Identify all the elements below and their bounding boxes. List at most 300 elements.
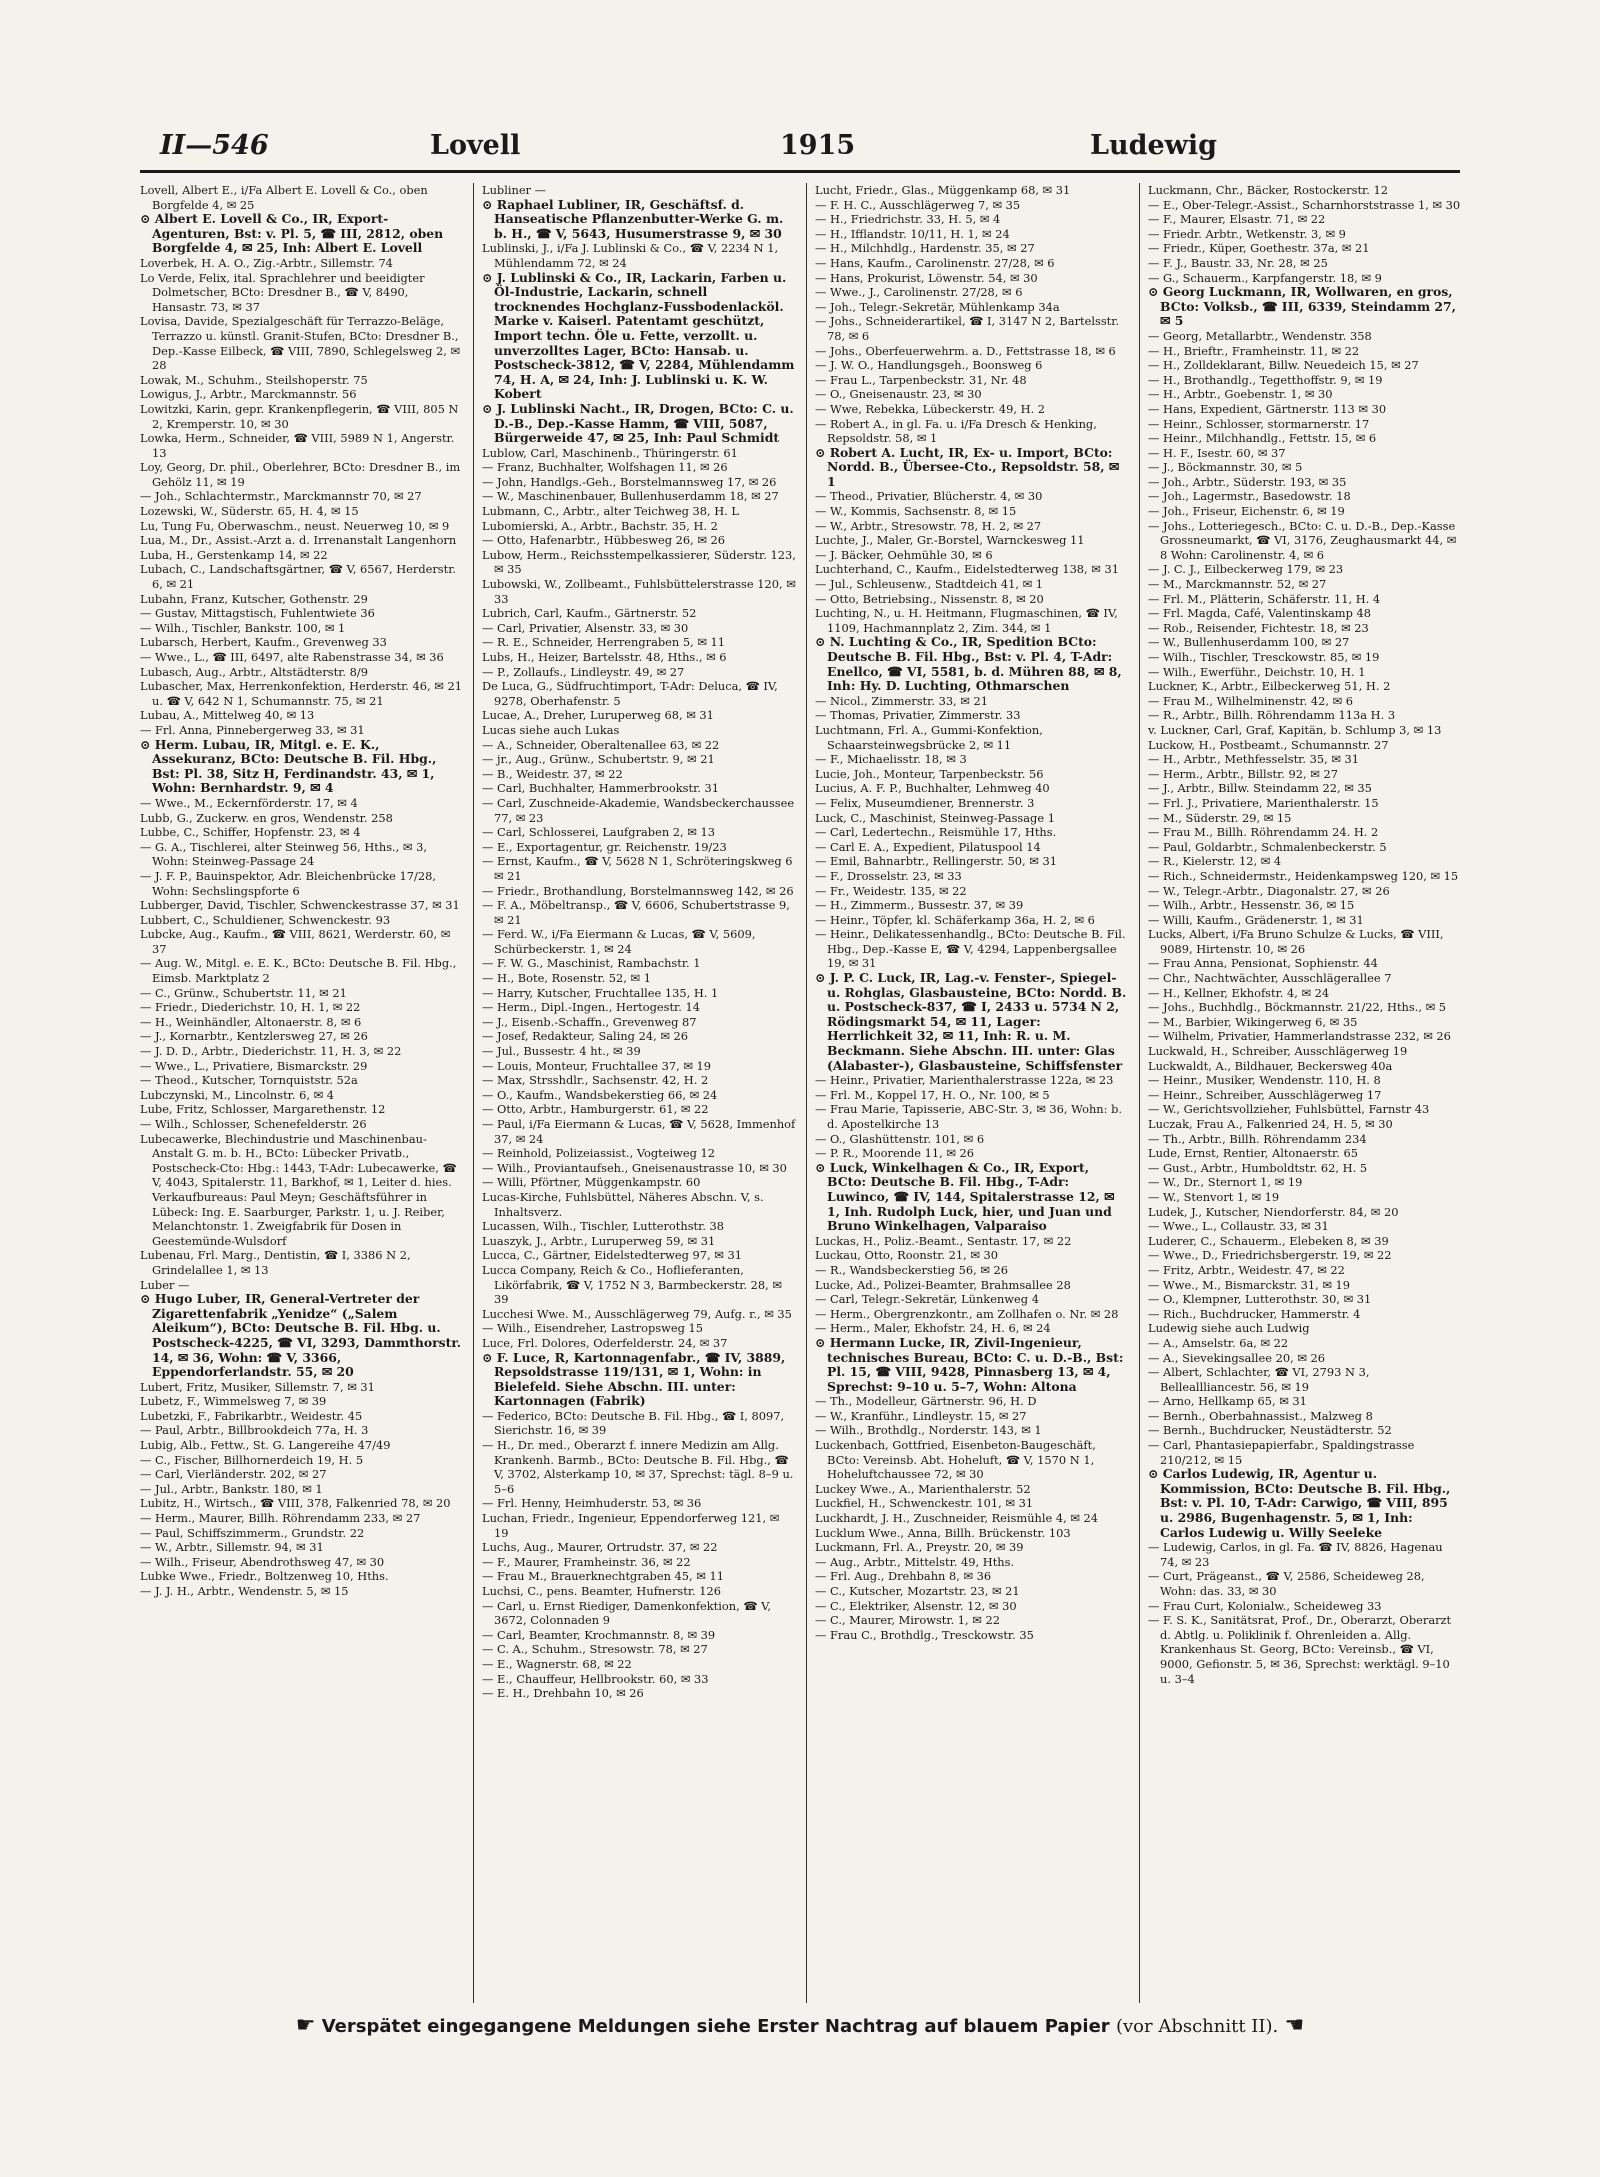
directory-entry: ⊙ Robert A. Lucht, IR, Ex- u. Import, BCto: Nordd. B., Übersee-Cto., Repsoldstr. 58, ✉ 1 xyxy=(815,444,1120,489)
directory-entry: — Friedr., Küper, Goethestr. 37a, ✉ 21 xyxy=(1148,241,1370,256)
directory-entry: — Herm., Maler, Ekhofstr. 24, H. 6, ✉ 24 xyxy=(815,1321,1051,1336)
directory-entry: Luckhardt, J. H., Zuschneider, Reismühle 4, ✉ 24 xyxy=(815,1511,1099,1526)
directory-entry: Lubig, Alb., Fettw., St. G. Langereihe 47/49 xyxy=(140,1438,391,1453)
directory-entry: Lowak, M., Schuhm., Steilshoperstr. 75 xyxy=(140,372,368,387)
directory-entry: — Hans, Prokurist, Löwenstr. 54, ✉ 30 xyxy=(815,270,1038,285)
directory-entry: — H., Bote, Rosenstr. 52, ✉ 1 xyxy=(482,971,651,986)
directory-entry: — F. W. G., Maschinist, Rambachstr. 1 xyxy=(482,956,701,971)
directory-entry: Lucca Company, Reich & Co., Hoflieferanten, Likörfabrik, ☎ V, 1752 N 3, Barmbeckerstr. 28, ✉ 39 xyxy=(482,1262,782,1307)
directory-entry: — Wwe., M., Bismarckstr. 31, ✉ 19 xyxy=(1148,1277,1351,1292)
directory-entry: — Wilh., Schlosser, Schenefelderstr. 26 xyxy=(140,1117,367,1131)
directory-entry: — E., Chauffeur, Hellbrookstr. 60, ✉ 33 xyxy=(482,1671,709,1686)
directory-entry: Lubach, C., Landschaftsgärtner, ☎ V, 6567, Herderstr. 6, ✉ 21 xyxy=(140,562,457,592)
directory-entry: ⊙ F. Luce, R, Kartonnagenfabr., ☎ IV, 3889, Repsoldstrasse 119/131, ✉ 1, Wohn: in Bielefeld. Siehe Abschn. III. unter: Kartonnagen (Fabrik) xyxy=(482,1349,786,1409)
directory-entry: — Theod., Privatier, Blücherstr. 4, ✉ 30 xyxy=(815,489,1043,504)
directory-entry: ⊙ J. Lublinski & Co., IR, Lackarin, Farben u. Öl-Industrie, Lackarin, schnell trocknendes Hochglanz-Fussbodenlacköl. Marke v. Kaiserl. Patentamt geschützt, Import techn. Öle u. Fette, verzollt. u. unverzolltes Lager, BCto: Hansab. u. Postscheck-3812, ☎ V, 2284, Mühlendamm 74, H. A, ✉ 24, Inh: J. Lublinski u. K. W. Kobert xyxy=(482,269,795,402)
directory-entry: Lucke, Ad., Polizei-Beamter, Brahmsallee 28 xyxy=(815,1277,1071,1292)
directory-entry: Lubke Wwe., Friedr., Boltzenweg 10, Hths. xyxy=(140,1569,389,1584)
directory-entry: Luchsi, C., pens. Beamter, Hufnerstr. 126 xyxy=(482,1584,722,1598)
directory-entry: Lucas-Kirche, Fuhlsbüttel, Näheres Abschn. V, s. Inhaltsverz. xyxy=(482,1189,764,1219)
directory-entry: — Johs., Oberfeuerwehrm. a. D., Fettstrasse 18, ✉ 6 xyxy=(815,343,1116,358)
directory-entry: — John, Handlgs.-Geh., Borstelmannsweg 17, ✉ 26 xyxy=(482,474,777,489)
footer-text: Verspätet eingegangene Meldungen siehe Erster Nachtrag auf blauem Papier xyxy=(321,2016,1110,2037)
directory-entry: — Wwe., D., Friedrichsbergerstr. 19, ✉ 22 xyxy=(1148,1248,1392,1263)
directory-entry: — Max, Strsshdlr., Sachsenstr. 42, H. 2 xyxy=(482,1073,709,1088)
directory-entry: ⊙ Hugo Luber, IR, General-Vertreter der Zigarettenfabrik „Yenidze“ („Salem Aleikum“), BCto: Deutsche B. Fil. Hbg. u. Postscheck-4225, ☎ VI, 3293, Dammthorstr. 14, ✉ 36, Wohn: ☎ V, 3366, Eppendorferlandstr. 55, ✉ 20 xyxy=(140,1291,462,1380)
directory-entry: Lucklum Wwe., Anna, Billh. Brückenstr. 103 xyxy=(815,1525,1071,1540)
directory-entry: — Albert, Schlachter, ☎ VI, 2793 N 3, Belleallliancestr. 56, ✉ 19 xyxy=(1148,1365,1370,1394)
directory-entry: — J. J. H., Arbtr., Wendenstr. 5, ✉ 15 xyxy=(140,1584,349,1598)
directory-entry: Lubbert, C., Schuldiener, Schwenckestr. 93 xyxy=(140,912,391,927)
directory-entry: — E., Exportagentur, gr. Reichenstr. 19/23 xyxy=(482,839,727,854)
directory-entry: — Wwe., L., ☎ III, 6497, alte Rabenstrasse 34, ✉ 36 xyxy=(140,650,444,664)
directory-entry: — Herm., Obergrenzkontr., am Zollhafen o. Nr. ✉ 28 xyxy=(815,1306,1119,1321)
directory-entry: Luckmann, Chr., Bäcker, Rostockerstr. 12 xyxy=(1148,183,1388,197)
directory-entry: — O., Klempner, Lutterothstr. 30, ✉ 31 xyxy=(1148,1292,1372,1307)
directory-entry: — M., Süderstr. 29, ✉ 15 xyxy=(1148,810,1292,825)
directory-entry: — Wilh., Arbtr., Hessenstr. 36, ✉ 15 xyxy=(1148,898,1355,913)
directory-entry: — Aug. W., Mitgl. e. E. K., BCto: Deutsche B. Fil. Hbg., Eimsb. Marktplatz 2 xyxy=(140,956,457,986)
directory-entry: — Bernh., Oberbahnassist., Malzweg 8 xyxy=(1148,1408,1373,1423)
directory-entry: — Joh., Arbtr., Süderstr. 193, ✉ 35 xyxy=(1148,474,1347,489)
directory-entry: — Jul., Bussestr. 4 ht., ✉ 39 xyxy=(482,1044,641,1059)
directory-entry: — W., Stenvort 1, ✉ 19 xyxy=(1148,1189,1280,1204)
directory-entry: — Gustav, Mittagstisch, Fuhlentwiete 36 xyxy=(140,606,375,621)
directory-entry: — Frl. M., Plätterin, Schäferstr. 11, H. 4 xyxy=(1148,591,1381,606)
directory-entry: — A., Sievekingsallee 20, ✉ 26 xyxy=(1148,1350,1326,1365)
directory-entry: — C. A., Schuhm., Stresowstr. 78, ✉ 27 xyxy=(482,1642,708,1657)
directory-entry: Lubomierski, A., Arbtr., Bachstr. 35, H. 2 xyxy=(482,518,718,533)
directory-entry: — Frl. Henny, Heimhuderstr. 53, ✉ 36 xyxy=(482,1496,702,1511)
directory-entry: — Heinr., Privatier, Marienthalerstrasse 122a, ✉ 23 xyxy=(815,1073,1114,1088)
directory-entry: Luckwaldt, A., Bildhauer, Beckersweg 40a xyxy=(1148,1058,1393,1073)
directory-entry: — C., Grünw., Schubertstr. 11, ✉ 21 xyxy=(140,985,347,1000)
directory-entry: — Wilh., Friseur, Abendrothsweg 47, ✉ 30 xyxy=(140,1554,385,1569)
directory-entry: — Wwe., L., Collaustr. 33, ✉ 31 xyxy=(1148,1219,1329,1234)
directory-entry: — J. F. P., Bauinspektor, Adr. Bleichenbrücke 17/28, Wohn: Sechslingspforte 6 xyxy=(140,868,436,898)
directory-entry: — Hans, Expedient, Gärtnerstr. 113 ✉ 30 xyxy=(1148,401,1387,416)
directory-entry: — F. A., Möbeltransp., ☎ V, 6606, Schubertstrasse 9, ✉ 21 xyxy=(482,898,790,927)
directory-entry: — P., Zollaufs., Lindleystr. 49, ✉ 27 xyxy=(482,664,685,679)
pointing-hand-right-icon: ☛ xyxy=(295,2013,316,2038)
directory-entry: — G., Schauerm., Karpfangerstr. 18, ✉ 9 xyxy=(1148,270,1382,285)
header-last-name: Ludewig xyxy=(1090,130,1218,161)
directory-entry: — Carl, Zuschneide-Akademie, Wandsbeckerchaussee 77, ✉ 23 xyxy=(482,795,795,825)
directory-entry: — H., Arbtr., Goebenstr. 1, ✉ 30 xyxy=(1148,387,1333,402)
directory-entry: — Carl, Telegr.-Sekretär, Lünkenweg 4 xyxy=(815,1292,1039,1307)
directory-entry: — B., Weidestr. 37, ✉ 22 xyxy=(482,766,623,781)
directory-entry: — Frau M., Billh. Röhrendamm 24. H. 2 xyxy=(1148,825,1379,840)
directory-entry: Lubau, A., Mittelweg 40, ✉ 13 xyxy=(140,708,315,723)
directory-entry: Lubitz, H., Wirtsch., ☎ VIII, 378, Falkenried 78, ✉ 20 xyxy=(140,1496,451,1511)
directory-entry: Lozewski, W., Süderstr. 65, H. 4, ✉ 15 xyxy=(140,504,359,519)
directory-entry: — F., Maurer, Framheinstr. 36, ✉ 22 xyxy=(482,1554,691,1569)
directory-entry: Loverbek, H. A. O., Zig.-Arbtr., Sillemstr. 74 xyxy=(140,255,393,270)
directory-entry: — Joh., Telegr.-Sekretär, Mühlenkamp 34a xyxy=(815,299,1060,314)
directory-entry: Lu, Tung Fu, Oberwaschm., neust. Neuerweg 10, ✉ 9 xyxy=(140,518,450,533)
directory-entry: — Herm., Maurer, Billh. Röhrendamm 233, ✉ 27 xyxy=(140,1511,421,1526)
directory-entry: — C., Kutscher, Mozartstr. 23, ✉ 21 xyxy=(815,1584,1020,1598)
directory-entry: — Paul, i/Fa Eiermann & Lucas, ☎ V, 5628, Immenhof 37, ✉ 24 xyxy=(482,1117,796,1146)
directory-entry: — Paul, Arbtr., Billbrookdeich 77a, H. 3 xyxy=(140,1423,369,1438)
directory-entry: Luckas, H., Poliz.-Beamt., Sentastr. 17, ✉ 22 xyxy=(815,1233,1072,1248)
directory-entry: — E., Ober-Telegr.-Assist., Scharnhorststrasse 1, ✉ 30 xyxy=(1148,197,1461,212)
directory-entry: — Federico, BCto: Deutsche B. Fil. Hbg., ☎ I, 8097, Sierichstr. 16, ✉ 39 xyxy=(482,1408,785,1438)
footer-tail: (vor Abschnitt II). xyxy=(1115,2016,1279,2037)
column-3 xyxy=(806,183,1129,2003)
directory-entry: Lua, M., Dr., Assist.-Arzt a. d. Irrenanstalt Langenhorn xyxy=(140,533,457,548)
directory-entry: Lucie, Joh., Monteur, Tarpenbeckstr. 56 xyxy=(815,766,1044,781)
directory-entry: — Carl, u. Ernst Riediger, Damenkonfektion, ☎ V, 3672, Colonnaden 9 xyxy=(482,1598,772,1628)
directory-entry: — Heinr., Musiker, Wendenstr. 110, H. 8 xyxy=(1148,1073,1381,1088)
directory-entry: — jr., Aug., Grünw., Schubertstr. 9, ✉ 21 xyxy=(482,752,715,767)
directory-entry: — Frau C., Brothdlg., Tresckowstr. 35 xyxy=(815,1627,1034,1642)
header-year: 1915 xyxy=(780,130,856,161)
directory-entry: Lubs, H., Heizer, Bartelsstr. 48, Hths., ✉ 6 xyxy=(482,650,727,664)
directory-entry: — Aug., Arbtr., Mittelstr. 49, Hths. xyxy=(815,1554,1015,1569)
directory-entry: — Friedr., Diederichstr. 10, H. 1, ✉ 22 xyxy=(140,1000,361,1015)
directory-entry: — Felix, Museumdiener, Brennerstr. 3 xyxy=(815,795,1035,810)
directory-entry: — Curt, Prägeanst., ☎ V, 2586, Scheideweg 28, Wohn: das. 33, ✉ 30 xyxy=(1148,1569,1425,1598)
directory-entry: Lucius, A. F. P., Buchhalter, Lehmweg 40 xyxy=(815,781,1050,796)
directory-entry: — Otto, Arbtr., Hamburgerstr. 61, ✉ 22 xyxy=(482,1102,709,1117)
directory-entry: — R., Kielerstr. 12, ✉ 4 xyxy=(1148,854,1282,869)
directory-entry: Lubrich, Carl, Kaufm., Gärtnerstr. 52 xyxy=(482,606,697,621)
directory-entry: ⊙ Albert E. Lovell & Co., IR, Export-Agenturen, Bst: v. Pl. 5, ☎ III, 2812, oben Borgfelde 4, ✉ 25, Inh: Albert E. Lovell xyxy=(140,211,444,256)
directory-entry: — Carl, Beamter, Krochmannstr. 8, ✉ 39 xyxy=(482,1627,716,1642)
directory-entry: Lo Verde, Felix, ital. Sprachlehrer und beeidigter Dolmetscher, BCto: Dresdner B., ☎ V, 8490, Hansastr. 73, ✉ 37 xyxy=(140,270,425,314)
directory-entry: — H., Brothandlg., Tegetthoffstr. 9, ✉ 19 xyxy=(1148,372,1383,387)
directory-entry: ⊙ N. Luchting & Co., IR, Spedition BCto: Deutsche B. Fil. Hbg., Bst: v. Pl. 4, T-Adr: Enellco, ☎ VI, 5581, b. d. Mühren 88, ✉ 8, Inh: Hy. D. Luchting, Othmarschen xyxy=(815,634,1122,694)
column-1 xyxy=(140,183,462,2003)
directory-entry: — Friedr., Brothandlung, Borstelmannsweg 142, ✉ 26 xyxy=(482,883,794,898)
directory-entry: — C., Elektriker, Alsenstr. 12, ✉ 30 xyxy=(815,1598,1017,1613)
directory-entry: — A., Schneider, Oberaltenallee 63, ✉ 22 xyxy=(482,737,720,752)
column-4 xyxy=(1139,183,1461,2003)
directory-entry: — J. W. O., Handlungsgeh., Boonsweg 6 xyxy=(815,358,1043,373)
directory-entry: — W., Maschinenbauer, Bullenhuserdamm 18, ✉ 27 xyxy=(482,489,779,504)
directory-entry: — Carl, Phantasiepapierfabr., Spaldingstrasse 210/212, ✉ 15 xyxy=(1148,1438,1415,1467)
directory-entry: — Wilh., Brothdlg., Norderstr. 143, ✉ 1 xyxy=(815,1423,1042,1438)
directory-entry: — Wwe., J., Carolinenstr. 27/28, ✉ 6 xyxy=(815,285,1023,300)
directory-entry: — O., Gneisenaustr. 23, ✉ 30 xyxy=(815,387,982,402)
directory-entry: Lowka, Herm., Schneider, ☎ VIII, 5989 N 1, Angerstr. 13 xyxy=(140,431,455,460)
directory-entry: — Ludewig, Carlos, in gl. Fa. ☎ IV, 8826, Hagenau 74, ✉ 23 xyxy=(1148,1540,1443,1569)
directory-entry: — Jul., Arbtr., Bankstr. 180, ✉ 1 xyxy=(140,1481,323,1496)
directory-entry: Luba, H., Gerstenkamp 14, ✉ 22 xyxy=(140,547,328,562)
directory-entry: — Th., Modelleur, Gärtnerstr. 96, H. D xyxy=(815,1394,1037,1409)
directory-entry: Luchs, Aug., Maurer, Ortrudstr. 37, ✉ 22 xyxy=(482,1540,718,1555)
directory-entry: — Joh., Friseur, Eichenstr. 6, ✉ 19 xyxy=(1148,504,1345,519)
directory-entry: Lubetz, F., Wimmelsweg 7, ✉ 39 xyxy=(140,1394,327,1409)
directory-entry: — E. H., Drehbahn 10, ✉ 26 xyxy=(482,1686,644,1701)
directory-entry: Lubcke, Aug., Kaufm., ☎ VIII, 8621, Werderstr. 60, ✉ 37 xyxy=(140,927,451,956)
directory-entry: — Jul., Schleusenw., Stadtdeich 41, ✉ 1 xyxy=(815,577,1044,592)
directory-entry: — H. F., Isestr. 60, ✉ 37 xyxy=(1148,445,1286,460)
directory-entry: ⊙ Raphael Lubliner, IR, Geschäftsf. d. Hanseatische Pflanzenbutter-Werke G. m. b. H., ☎ V, 5643, Husumerstrasse 9, ✉ 30 xyxy=(482,196,784,241)
directory-entry: Luckau, Otto, Roonstr. 21, ✉ 30 xyxy=(815,1248,999,1263)
directory-entry: — F. S. K., Sanitätsrat, Prof., Dr., Oberarzt, Oberarzt d. Abtlg. u. Poliklinik f. Ohrenleiden a. Allg. Krankenhaus St. Georg, BCto: Vereinsb., ☎ VI, 9000, Gefionstr. 5, ✉ 36, Sprechst: werktägl. 9–10 u. 3–4 xyxy=(1148,1613,1452,1686)
directory-entry: — Heinr., Delikatessenhandlg., BCto: Deutsche B. Fil. Hbg., Dep.-Kasse E, ☎ V, 4294, Lappenbergsallee 19, ✉ 31 xyxy=(815,927,1126,971)
directory-entry: — F., Michaelisstr. 18, ✉ 3 xyxy=(815,752,967,767)
directory-entry: Luchtmann, Frl. A., Gummi-Konfektion, Schaarsteinwegsbrücke 2, ✉ 11 xyxy=(815,722,1043,752)
directory-entry: — Frl. Aug., Drehbahn 8, ✉ 36 xyxy=(815,1569,992,1584)
directory-entry: Lubow, Herm., Reichsstempelkassierer, Süderstr. 123, ✉ 35 xyxy=(482,547,796,577)
directory-entry: — Rich., Buchdrucker, Hammerstr. 4 xyxy=(1148,1306,1361,1321)
directory-entry: — Rob., Reisender, Fichtestr. 18, ✉ 23 xyxy=(1148,620,1369,635)
directory-entry: — Paul, Schiffszimmerm., Grundstr. 22 xyxy=(140,1525,365,1540)
directory-entry: — Franz, Buchhalter, Wolfshagen 11, ✉ 26 xyxy=(482,460,728,475)
directory-entry: — Heinr., Töpfer, kl. Schäferkamp 36a, H. 2, ✉ 6 xyxy=(815,912,1095,927)
directory-entry: — Willi, Pförtner, Müggenkampstr. 60 xyxy=(482,1175,701,1190)
directory-entry: — Carl, Buchhalter, Hammerbrookstr. 31 xyxy=(482,781,720,796)
directory-entry: — Joh., Schlachtermstr., Marckmannstr 70, ✉ 27 xyxy=(140,489,422,504)
directory-entry: — F., Maurer, Elsastr. 71, ✉ 22 xyxy=(1148,212,1326,227)
directory-entry: — Otto, Hafenarbtr., Hübbesweg 26, ✉ 26 xyxy=(482,533,726,548)
directory-entry: Lubecawerke, Blechindustrie und Maschinenbau-Anstalt G. m. b. H., BCto: Lübecker Privatb., Postscheck-Cto: Hbg.: 1443, T-Adr: Lubecawerke, ☎ V, 4043, Spitalerstr. 11, Barkhof, ✉ 1, Leiter d. hies. Verkaufbureaus: Paul Meyn; Geschäftsführer in Lübeck: Ing. E. Saarburger, Parkstr. 1, u. J. Reiber, Melanchtonstr. 1. Zweigfabrik für Dosen in Geestemünde-Wulsdorf xyxy=(140,1131,457,1248)
directory-entry: — F., Drosselstr. 23, ✉ 33 xyxy=(815,868,962,883)
directory-entry: — R., Arbtr., Billh. Röhrendamm 113a H. 3 xyxy=(1148,708,1396,723)
directory-entry: Luckey Wwe., A., Marienthalerstr. 52 xyxy=(815,1481,1031,1496)
directory-entry: Lube, Fritz, Schlosser, Margarethenstr. 12 xyxy=(140,1102,386,1117)
directory-entry: — Frl. Magda, Café, Valentinskamp 48 xyxy=(1148,606,1372,621)
directory-entry: ⊙ J. Lublinski Nacht., IR, Drogen, BCto: C. u. D.-B., Dep.-Kasse Hamm, ☎ VIII, 5087, Bürgerweide 47, ✉ 25, Inh: Paul Schmidt xyxy=(482,400,794,446)
directory-entry: — W., Kommis, Sachsenstr. 8, ✉ 15 xyxy=(815,504,1017,519)
directory-entry: — H., Weinhändler, Altonaerstr. 8, ✉ 6 xyxy=(140,1014,362,1029)
directory-entry: Lubmann, C., Arbtr., alter Teichweg 38, H. L xyxy=(482,504,739,519)
directory-entry: Luderer, C., Schauerm., Elebeken 8, ✉ 39 xyxy=(1148,1233,1389,1248)
directory-entry: — Rich., Schneidermstr., Heidenkampsweg 120, ✉ 15 xyxy=(1148,868,1459,883)
directory-entry: — Joh., Lagermstr., Basedowstr. 18 xyxy=(1148,489,1351,504)
directory-entry: — W., Kranführ., Lindleystr. 15, ✉ 27 xyxy=(815,1408,1027,1423)
directory-entry: Lubetzki, F., Fabrikarbtr., Weidestr. 45 xyxy=(140,1408,363,1423)
directory-entry: — O., Kaufm., Wandsbekerstieg 66, ✉ 24 xyxy=(482,1087,718,1102)
directory-entry: — Carl, Schlosserei, Laufgraben 2, ✉ 13 xyxy=(482,825,715,840)
directory-entry: — H., Arbtr., Methfesselstr. 35, ✉ 31 xyxy=(1148,752,1360,767)
directory-entry: — W., Bullenhuserdamm 100, ✉ 27 xyxy=(1148,635,1350,650)
directory-entry: — C., Fischer, Billhornerdeich 19, H. 5 xyxy=(140,1452,364,1467)
directory-entry: — A., Amselstr. 6a, ✉ 22 xyxy=(1148,1335,1289,1350)
directory-entry: — Ferd. W., i/Fa Eiermann & Lucas, ☎ V, 5609, Schürbeckerstr. 1, ✉ 24 xyxy=(482,927,756,956)
directory-entry: Luchan, Friedr., Ingenieur, Eppendorferweg 121, ✉ 19 xyxy=(482,1511,780,1540)
directory-entry: — Fritz, Arbtr., Weidestr. 47, ✉ 22 xyxy=(1148,1262,1345,1277)
directory-entry: — Thomas, Privatier, Zimmerstr. 33 xyxy=(815,708,1021,723)
directory-entry: ⊙ Hermann Lucke, IR, Zivil-Ingenieur, technisches Bureau, BCto: C. u. D.-B., Bst: Pl. 15, ☎ VIII, 9428, Pinnasberg 13, ✉ 4, Sprechst: 9–10 u. 5–7, Wohn: Altona xyxy=(815,1334,1124,1394)
pointing-hand-left-icon: ☚ xyxy=(1284,2013,1305,2038)
directory-entry: — E., Wagnerstr. 68, ✉ 22 xyxy=(482,1656,632,1671)
directory-entry: — H., Dr. med., Oberarzt f. innere Medizin am Allg. Krankenh. Barmb., BCto: Deutsche B. Fil. Hbg., ☎ V, 3702, Alsterkamp 10, ✉ 37, Sprechst: tägl. 8–9 u. 5–6 xyxy=(482,1438,794,1496)
directory-entry: — J., Kornarbtr., Kentzlersweg 27, ✉ 26 xyxy=(140,1029,368,1044)
directory-entry: Luchting, N., u. H. Heitmann, Flugmaschinen, ☎ IV, 1109, Hachmannplatz 2, Zim. 344, ✉ 1 xyxy=(815,606,1118,635)
directory-entry: Luaszyk, J., Arbtr., Luruperweg 59, ✉ 31 xyxy=(482,1233,716,1248)
directory-entry: Lubahn, Franz, Kutscher, Gothenstr. 29 xyxy=(140,591,368,606)
directory-entry: — Wilh., Tischler, Tresckowstr. 85, ✉ 19 xyxy=(1148,650,1380,664)
directory-entry: — Johs., Lotteriegesch., BCto: C. u. D.-B., Dep.-Kasse Grossneumarkt, ☎ VI, 3176, Zeughausmarkt 44, ✉ 8 Wohn: Carolinenstr. 4, ✉ 6 xyxy=(1148,518,1457,562)
directory-entry: — Carl E. A., Expedient, Pilatuspool 14 xyxy=(815,839,1041,854)
directory-entry: — Theod., Kutscher, Tornquiststr. 52a xyxy=(140,1073,358,1088)
directory-entry: Lucae, A., Dreher, Luruperweg 68, ✉ 31 xyxy=(482,708,714,723)
directory-entry: — Willi, Kaufm., Grädenerstr. 1, ✉ 31 xyxy=(1148,912,1364,927)
directory-entry: Lude, Ernst, Rentier, Altonaerstr. 65 xyxy=(1148,1146,1358,1161)
directory-entry: — Josef, Redakteur, Saling 24, ✉ 26 xyxy=(482,1029,688,1044)
directory-entry: — F. J., Baustr. 33, Nr. 28, ✉ 25 xyxy=(1148,255,1328,270)
directory-entry: — Herm., Dipl.-Ingen., Hertogestr. 14 xyxy=(482,1000,700,1015)
directory-entry: — W., Dr., Sternort 1, ✉ 19 xyxy=(1148,1175,1303,1190)
directory-entry: — M., Marckmannstr. 52, ✉ 27 xyxy=(1148,577,1327,592)
directory-entry: Lucca, C., Gärtner, Eidelstedterweg 97, ✉ 31 xyxy=(482,1248,742,1263)
directory-entry: Lubbe, C., Schiffer, Hopfenstr. 23, ✉ 4 xyxy=(140,825,361,840)
directory-entry: Luczak, Frau A., Falkenried 24, H. 5, ✉ 30 xyxy=(1148,1117,1393,1131)
directory-entry: — Heinr., Schreiber, Ausschlägerweg 17 xyxy=(1148,1087,1382,1102)
directory-entry: — H., Zolldeklarant, Billw. Neuedeich 15, ✉ 27 xyxy=(1148,358,1419,373)
directory-entry: — W., Telegr.-Arbtr., Diagonalstr. 27, ✉ 26 xyxy=(1148,883,1390,898)
directory-entry: — P. R., Moorende 11, ✉ 26 xyxy=(815,1146,974,1161)
directory-entry: — Gust., Arbtr., Humboldtstr. 62, H. 5 xyxy=(1148,1160,1368,1175)
directory-entry: Lucht, Friedr., Glas., Müggenkamp 68, ✉ 31 xyxy=(815,183,1071,197)
directory-entry: — Carl, Privatier, Alsenstr. 33, ✉ 30 xyxy=(482,620,689,635)
directory-entry: De Luca, G., Südfruchtimport, T-Adr: Deluca, ☎ IV, 9278, Oberhafenstr. 5 xyxy=(482,679,778,708)
directory-entry: — Ernst, Kaufm., ☎ V, 5628 N 1, Schröteringskweg 6 ✉ 21 xyxy=(482,854,793,883)
directory-entry: ⊙ Luck, Winkelhagen & Co., IR, Export, BCto: Deutsche B. Fil. Hbg., T-Adr: Luwinco, ☎ IV, 144, Spitalerstrasse 12, ✉ 1, Inh. Rudolph Luck, hier, und Juan und Bruno Winkelhagen, Valparaiso xyxy=(815,1159,1115,1234)
page-number: II—546 xyxy=(160,130,269,161)
directory-entry: Lowigus, J., Arbtr., Marckmannstr. 56 xyxy=(140,387,357,402)
directory-page xyxy=(140,115,1460,2095)
directory-entry: — Paul, Goldarbtr., Schmalenbeckerstr. 5 xyxy=(1148,839,1387,854)
directory-entry: — Frl. J., Privatiere, Marienthalerstr. 15 xyxy=(1148,795,1379,810)
directory-entry: Luce, Frl. Dolores, Oderfelderstr. 24, ✉ 37 xyxy=(482,1335,728,1350)
directory-entry: — J., Eisenb.-Schaffn., Grevenweg 87 xyxy=(482,1014,697,1029)
directory-entry: — J. Bäcker, Oehmühle 30, ✉ 6 xyxy=(815,547,993,562)
directory-entry: — Arno, Hellkamp 65, ✉ 31 xyxy=(1148,1394,1307,1409)
directory-entry: Lucassen, Wilh., Tischler, Lutterothstr. 38 xyxy=(482,1219,725,1234)
directory-entry: — Wwe, Rebekka, Lübeckerstr. 49, H. 2 xyxy=(815,401,1046,416)
directory-entry: — Nicol., Zimmerstr. 33, ✉ 21 xyxy=(815,693,988,708)
directory-entry: Lubarsch, Herbert, Kaufm., Grevenweg 33 xyxy=(140,635,387,650)
directory-entry: — Frl. Anna, Pinnebergerweg 33, ✉ 31 xyxy=(140,722,365,737)
directory-entry: — Fr., Weidestr. 135, ✉ 22 xyxy=(815,883,967,898)
directory-entry: ⊙ Herm. Lubau, IR, Mitgl. e. E. K., Assekuranz, BCto: Deutsche B. Fil. Hbg., Bst: Pl. 38, Sitz H, Ferdinandstr. 43, ✉ 1, Wohn: Bernhardstr. 9, ✉ 4 xyxy=(140,736,437,796)
directory-entry: — H., Ifflandstr. 10/11, H. 1, ✉ 24 xyxy=(815,226,1010,241)
directory-entry: Lubenau, Frl. Marg., Dentistin, ☎ I, 3386 N 2, Grindelallee 1, ✉ 13 xyxy=(140,1248,411,1277)
directory-entry: — H., Brieftr., Framheinstr. 11, ✉ 22 xyxy=(1148,343,1360,358)
directory-entry: — Otto, Betriebsing., Nissenstr. 8, ✉ 20 xyxy=(815,591,1044,606)
directory-entry: ⊙ Carlos Ludewig, IR, Agentur u. Kommission, BCto: Deutsche B. Fil. Hbg., Bst: v. Pl. 10, T-Adr: Carwigo, ☎ VIII, 895 u. 2986, Bugenhagenstr. 5, ✉ 1, Inh: Carlos Ludewig u. Willy Seeleke xyxy=(1148,1466,1451,1540)
directory-entry: — Wwe., M., Eckernförderstr. 17, ✉ 4 xyxy=(140,795,358,810)
directory-entry: ⊙ J. P. C. Luck, IR, Lag.-v. Fenster-, Spiegel- u. Rohglas, Glasbausteine, BCto: Nordd. B. u. Postscheck-837, ☎ I, 2433 u. 5734 N 2, Rödingsmarkt 54, ✉ 11, Lager: Herrlichkeit 32, ✉ 11, Inh: R. u. M. Beckmann. Siehe Abschn. III. unter: Glas (Alabaster-), Glasbausteine, Schiffsfenster xyxy=(815,970,1127,1073)
directory-entry: — Wwe., L., Privatiere, Bismarckstr. 29 xyxy=(140,1058,368,1073)
directory-entry: — J., Arbtr., Billw. Steindamm 22, ✉ 35 xyxy=(1148,781,1372,796)
directory-entry: — W., Arbtr., Stresowstr. 78, H. 2, ✉ 27 xyxy=(815,518,1042,533)
directory-entry: — Carl, Ledertechn., Reismühle 17, Hths. xyxy=(815,825,1057,840)
directory-entry: — Heinr., Schlosser, stormarnerstr. 17 xyxy=(1148,416,1370,431)
directory-entry: — Chr., Nachtwächter, Ausschlägerallee 7 xyxy=(1148,971,1392,986)
directory-entry: Lubliner — xyxy=(482,183,547,197)
directory-entry: Lubasch, Aug., Arbtr., Altstädterstr. 8/9 xyxy=(140,664,368,679)
directory-entry: Lubascher, Max, Herrenkonfektion, Herderstr. 46, ✉ 21 u. ☎ V, 642 N 1, Schumannstr. 75, ✉ 21 xyxy=(140,679,462,708)
directory-entry: Lubczynski, M., Lincolnstr. 6, ✉ 4 xyxy=(140,1087,335,1102)
directory-entry: — Johs., Buchhdlg., Böckmannstr. 21/22, Hths., ✉ 5 xyxy=(1148,1000,1446,1015)
directory-entry: — Georg, Metallarbtr., Wendenstr. 358 xyxy=(1148,328,1372,343)
directory-entry: — Harry, Kutscher, Fruchtallee 135, H. 1 xyxy=(482,985,719,1000)
directory-entry: — F. H. C., Ausschlägerweg 7, ✉ 35 xyxy=(815,197,1021,212)
directory-entry: — Wilh., Tischler, Bankstr. 100, ✉ 1 xyxy=(140,620,346,635)
directory-entry: Luckner, K., Arbtr., Eilbeckerweg 51, H. 2 xyxy=(1148,679,1391,694)
directory-entry: — J., Böckmannstr. 30, ✉ 5 xyxy=(1148,460,1303,475)
directory-entry: — Frau M., Brauerknechtgraben 45, ✉ 11 xyxy=(482,1569,724,1584)
directory-entry: — O., Glashüttenstr. 101, ✉ 6 xyxy=(815,1131,985,1146)
directory-entry: Lucchesi Wwe. M., Ausschlägerweg 79, Aufg. r., ✉ 35 xyxy=(482,1306,792,1321)
directory-entry: — H., Kellner, Ekhofstr. 4, ✉ 24 xyxy=(1148,985,1330,1000)
directory-entry: Lubert, Fritz, Musiker, Sillemstr. 7, ✉ 31 xyxy=(140,1379,375,1394)
directory-entry: — J. C. J., Eilbeckerweg 179, ✉ 23 xyxy=(1148,562,1344,577)
column-2 xyxy=(473,183,796,2003)
directory-entry: Luber — xyxy=(140,1277,190,1292)
directory-entry: — Emil, Bahnarbtr., Rellingerstr. 50, ✉ 31 xyxy=(815,854,1057,869)
directory-entry: — M., Barbier, Wikingerweg 6, ✉ 35 xyxy=(1148,1014,1358,1029)
directory-entry: — W., Arbtr., Sillemstr. 94, ✉ 31 xyxy=(140,1540,324,1555)
directory-entry: — Robert A., in gl. Fa. u. i/Fa Dresch & Henking, Repsoldstr. 58, ✉ 1 xyxy=(815,416,1097,446)
directory-entry: Luckwald, H., Schreiber, Ausschlägerweg 19 xyxy=(1148,1044,1408,1059)
directory-entry: — Frau L., Tarpenbeckstr. 31, Nr. 48 xyxy=(815,372,1027,387)
directory-entry: Loy, Georg, Dr. phil., Oberlehrer, BCto: Dresdner B., im Gehölz 11, ✉ 19 xyxy=(140,460,461,489)
directory-entry: — Th., Arbtr., Billh. Röhrendamm 234 xyxy=(1148,1131,1367,1146)
directory-entry: — W., Gerichtsvollzieher, Fuhlsbüttel, Farnstr 43 xyxy=(1148,1102,1430,1117)
directory-entry: — Johs., Schneiderartikel, ☎ I, 3147 N 2, Bartelsstr. 78, ✉ 6 xyxy=(815,314,1120,343)
directory-entry: Lubb, G., Zuckerw. en gros, Wendenstr. 258 xyxy=(140,810,393,825)
directory-entry: Lubberger, David, Tischler, Schwenckestrasse 37, ✉ 31 xyxy=(140,898,460,913)
directory-entry: — Friedr. Arbtr., Wetkenstr. 3, ✉ 9 xyxy=(1148,226,1346,241)
directory-entry: — Wilh., Ewerführ., Deichstr. 10, H. 1 xyxy=(1148,664,1366,679)
directory-entry: — Wilh., Proviantaufseh., Gneisenaustrasse 10, ✉ 30 xyxy=(482,1160,787,1175)
directory-entry: — Frau M., Wilhelminenstr. 42, ✉ 6 xyxy=(1148,693,1354,708)
directory-entry: — J. D. D., Arbtr., Diederichstr. 11, H. 3, ✉ 22 xyxy=(140,1044,402,1059)
directory-entry: Lowitzki, Karin, gepr. Krankenpflegerin, ☎ VIII, 805 N 2, Kremperstr. 10, ✉ 30 xyxy=(140,401,459,431)
directory-entry: — H., Friedrichstr. 33, H. 5, ✉ 4 xyxy=(815,212,1001,227)
directory-entry: — Heinr., Milchhandlg., Fettstr. 15, ✉ 6 xyxy=(1148,431,1377,446)
directory-entry: — Hans, Kaufm., Carolinenstr. 27/28, ✉ 6 xyxy=(815,255,1055,270)
directory-entry: v. Luckner, Carl, Graf, Kapitän, b. Schlump 3, ✉ 13 xyxy=(1148,722,1442,737)
directory-entry: — Frau Curt, Kolonialw., Scheideweg 33 xyxy=(1148,1598,1382,1613)
directory-entry: — H., Milchhdlg., Hardenstr. 35, ✉ 27 xyxy=(815,241,1035,256)
directory-entry: Luckenbach, Gottfried, Eisenbeton-Baugeschäft, BCto: Vereinsb. Abt. Hoheluft, ☎ V, 1570 N 1, Hoheluftchaussee 72, ✉ 30 xyxy=(815,1438,1096,1482)
directory-entry: Lovell, Albert E., i/Fa Albert E. Lovell & Co., oben Borgfelde 4, ✉ 25 xyxy=(140,183,428,212)
page-header xyxy=(140,130,1460,173)
directory-entry: — Louis, Monteur, Fruchtallee 37, ✉ 19 xyxy=(482,1058,711,1073)
directory-entry: Lovisa, Davide, Spezialgeschäft für Terrazzo-Beläge, Terrazzo u. künstl. Granit-Stufen, BCto: Dresdner B., Dep.-Kasse Eilbeck, ☎ VIII, 7890, Schlegelsweg 2, ✉ 28 xyxy=(140,314,461,373)
directory-entry: Luchte, J., Maler, Gr.-Borstel, Warnckesweg 11 xyxy=(815,533,1085,548)
directory-entry: — Frl. M., Koppel 17, H. O., Nr. 100, ✉ 5 xyxy=(815,1087,1050,1102)
directory-entry: — Carl, Vierländerstr. 202, ✉ 27 xyxy=(140,1467,327,1482)
directory-entry: Lublow, Carl, Maschinenb., Thüringerstr. 61 xyxy=(482,445,738,460)
header-first-name: Lovell xyxy=(430,130,521,161)
directory-entry: — G. A., Tischlerei, alter Steinweg 56, Hths., ✉ 3, Wohn: Steinweg-Passage 24 xyxy=(140,839,427,869)
directory-entry: Luckmann, Frl. A., Preystr. 20, ✉ 39 xyxy=(815,1540,1024,1555)
directory-entry: — Frau Marie, Tapisserie, ABC-Str. 3, ✉ 36, Wohn: b. d. Apostelkirche 13 xyxy=(815,1102,1122,1131)
directory-entry: — Bernh., Buchdrucker, Neustädterstr. 52 xyxy=(1148,1423,1392,1438)
directory-entry: — R. E., Schneider, Herrengraben 5, ✉ 11 xyxy=(482,635,726,650)
directory-entry: — H., Zimmerm., Bussestr. 37, ✉ 39 xyxy=(815,898,1024,913)
directory-entry: Luckow, H., Postbeamt., Schumannstr. 27 xyxy=(1148,737,1389,752)
directory-entry: — Herm., Arbtr., Billstr. 92, ✉ 27 xyxy=(1148,766,1338,781)
footer-note xyxy=(160,2013,1440,2043)
directory-entry: Luckfiel, H., Schwenckestr. 101, ✉ 31 xyxy=(815,1496,1034,1511)
directory-entry: Lublinski, J., i/Fa J. Lublinski & Co., ☎ V, 2234 N 1, Mühlendamm 72, ✉ 24 xyxy=(482,241,779,270)
directory-entry: — Wilhelm, Privatier, Hammerlandstrasse 232, ✉ 26 xyxy=(1148,1029,1451,1044)
directory-entry: — Reinhold, Polizeiassist., Vogteiweg 12 xyxy=(482,1146,716,1161)
directory-entry: Ludewig siehe auch Ludwig xyxy=(1148,1321,1310,1336)
directory-entry: Luchterhand, C., Kaufm., Eidelstedterweg 138, ✉ 31 xyxy=(815,562,1119,577)
directory-entry: — Frau Anna, Pensionat, Sophienstr. 44 xyxy=(1148,956,1378,971)
